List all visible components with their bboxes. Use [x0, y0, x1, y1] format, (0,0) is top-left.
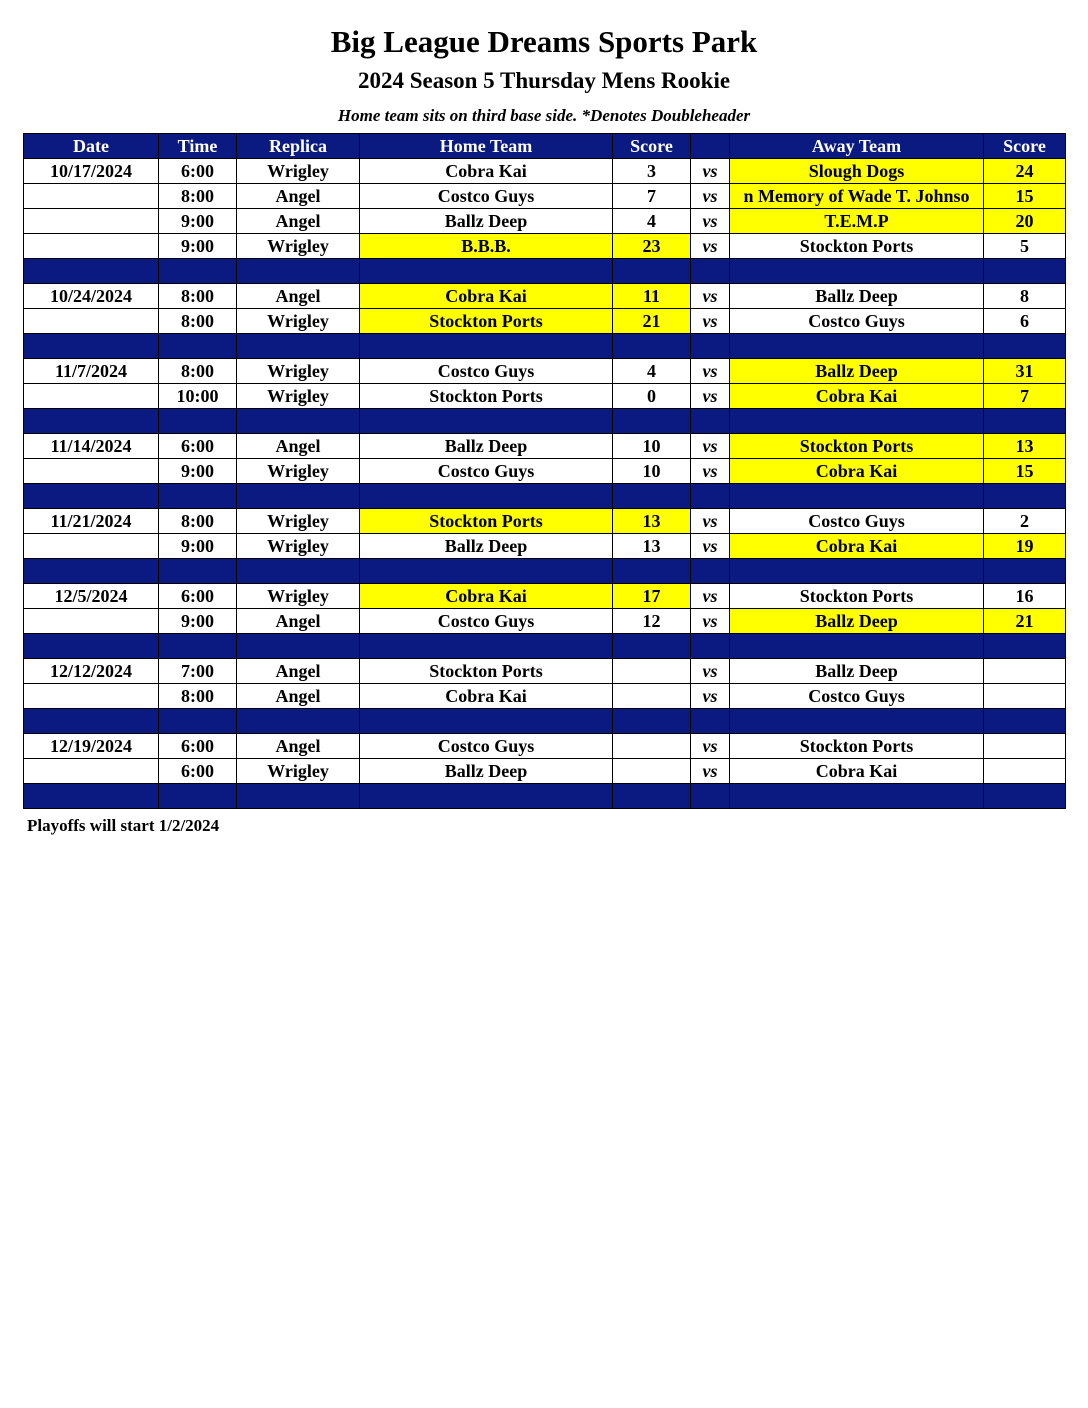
vs-cell: vs	[691, 384, 730, 409]
date-cell	[24, 184, 159, 209]
table-row	[24, 584, 1066, 609]
time-cell: 6:00	[159, 584, 237, 609]
date-cell: 11/14/2024	[24, 434, 159, 459]
home-team-cell: Cobra Kai	[360, 584, 613, 609]
away-score-cell: 31	[984, 359, 1066, 384]
home-score-cell	[613, 734, 691, 759]
away-score-cell: 7	[984, 384, 1066, 409]
time-cell: 6:00	[159, 159, 237, 184]
vs-cell: vs	[691, 609, 730, 634]
date-cell: 10/24/2024	[24, 284, 159, 309]
away-team-cell: Stockton Ports	[730, 584, 984, 609]
separator-cell	[24, 709, 159, 734]
home-score-cell: 23	[613, 234, 691, 259]
home-team-cell: Cobra Kai	[360, 684, 613, 709]
away-team-cell: Cobra Kai	[730, 384, 984, 409]
away-score-cell: 8	[984, 284, 1066, 309]
separator-cell	[613, 559, 691, 584]
separator-cell	[237, 484, 360, 509]
separator-cell	[360, 334, 613, 359]
away-team-cell: Costco Guys	[730, 509, 984, 534]
week-separator-row	[24, 709, 1066, 734]
separator-cell	[24, 784, 159, 809]
separator-cell	[730, 559, 984, 584]
home-score-cell: 3	[613, 159, 691, 184]
separator-cell	[613, 784, 691, 809]
separator-cell	[360, 709, 613, 734]
away-team-cell: Stockton Ports	[730, 434, 984, 459]
home-score-cell: 13	[613, 509, 691, 534]
away-team-cell: Stockton Ports	[730, 234, 984, 259]
column-header-vs	[691, 134, 730, 159]
away-team-cell: Cobra Kai	[730, 459, 984, 484]
separator-cell	[691, 409, 730, 434]
away-team-cell: Stockton Ports	[730, 734, 984, 759]
separator-cell	[360, 484, 613, 509]
schedule-body	[24, 159, 1066, 809]
column-header-home-team: Home Team	[360, 134, 613, 159]
separator-cell	[159, 634, 237, 659]
replica-cell: Wrigley	[237, 384, 360, 409]
replica-cell: Wrigley	[237, 509, 360, 534]
week-separator-row	[24, 334, 1066, 359]
home-team-cell: B.B.B.	[360, 234, 613, 259]
home-team-cell: Costco Guys	[360, 359, 613, 384]
separator-cell	[730, 409, 984, 434]
table-row	[24, 384, 1066, 409]
home-score-cell: 12	[613, 609, 691, 634]
away-score-cell	[984, 759, 1066, 784]
schedule-note: Home team sits on third base side. *Denotes Doubleheader	[337, 106, 751, 125]
date-cell: 12/5/2024	[24, 584, 159, 609]
separator-cell	[360, 784, 613, 809]
away-score-cell	[984, 659, 1066, 684]
away-team-cell: Ballz Deep	[730, 284, 984, 309]
home-score-cell: 11	[613, 284, 691, 309]
separator-cell	[237, 409, 360, 434]
time-cell: 10:00	[159, 384, 237, 409]
column-header-replica: Replica	[237, 134, 360, 159]
separator-cell	[730, 634, 984, 659]
week-separator-row	[24, 784, 1066, 809]
table-row	[24, 284, 1066, 309]
date-cell	[24, 534, 159, 559]
home-team-cell: Ballz Deep	[360, 434, 613, 459]
home-score-cell: 13	[613, 534, 691, 559]
separator-cell	[24, 634, 159, 659]
separator-cell	[360, 409, 613, 434]
time-cell: 8:00	[159, 684, 237, 709]
time-cell: 8:00	[159, 309, 237, 334]
date-cell: 11/7/2024	[24, 359, 159, 384]
home-score-cell: 17	[613, 584, 691, 609]
home-team-cell: Costco Guys	[360, 459, 613, 484]
away-team-cell: Cobra Kai	[730, 759, 984, 784]
separator-cell	[237, 784, 360, 809]
table-row	[24, 159, 1066, 184]
vs-cell: vs	[691, 734, 730, 759]
separator-cell	[237, 259, 360, 284]
schedule-table	[23, 133, 1066, 809]
away-team-cell: T.E.M.P	[730, 209, 984, 234]
home-team-cell: Stockton Ports	[360, 509, 613, 534]
table-row	[24, 684, 1066, 709]
separator-cell	[691, 334, 730, 359]
time-cell: 9:00	[159, 209, 237, 234]
table-row	[24, 359, 1066, 384]
home-team-cell: Cobra Kai	[360, 159, 613, 184]
separator-cell	[613, 409, 691, 434]
table-row	[24, 184, 1066, 209]
replica-cell: Wrigley	[237, 534, 360, 559]
date-cell: 12/19/2024	[24, 734, 159, 759]
separator-cell	[691, 259, 730, 284]
time-cell: 8:00	[159, 359, 237, 384]
separator-cell	[730, 709, 984, 734]
time-cell: 6:00	[159, 734, 237, 759]
column-header-home-score: Score	[613, 134, 691, 159]
header-row	[24, 134, 1066, 159]
home-team-cell: Costco Guys	[360, 609, 613, 634]
table-row	[24, 434, 1066, 459]
time-cell: 9:00	[159, 534, 237, 559]
vs-cell: vs	[691, 584, 730, 609]
date-cell: 10/17/2024	[24, 159, 159, 184]
separator-cell	[691, 634, 730, 659]
home-team-cell: Ballz Deep	[360, 534, 613, 559]
away-team-cell: Ballz Deep	[730, 359, 984, 384]
page-title: Big League Dreams Sports Park	[330, 24, 758, 59]
table-row	[24, 509, 1066, 534]
date-cell	[24, 209, 159, 234]
week-separator-row	[24, 559, 1066, 584]
vs-cell: vs	[691, 184, 730, 209]
separator-cell	[984, 634, 1066, 659]
separator-cell	[24, 259, 159, 284]
date-cell	[24, 384, 159, 409]
replica-cell: Angel	[237, 209, 360, 234]
separator-cell	[237, 709, 360, 734]
replica-cell: Wrigley	[237, 584, 360, 609]
home-score-cell: 10	[613, 434, 691, 459]
table-row	[24, 759, 1066, 784]
separator-cell	[613, 634, 691, 659]
week-separator-row	[24, 634, 1066, 659]
separator-cell	[691, 709, 730, 734]
column-header-time: Time	[159, 134, 237, 159]
date-cell: 12/12/2024	[24, 659, 159, 684]
away-score-cell: 6	[984, 309, 1066, 334]
away-team-cell: n Memory of Wade T. Johnso	[730, 184, 984, 209]
vs-cell: vs	[691, 359, 730, 384]
page-subtitle: 2024 Season 5 Thursday Mens Rookie	[357, 68, 731, 93]
away-score-cell: 16	[984, 584, 1066, 609]
time-cell: 8:00	[159, 184, 237, 209]
replica-cell: Angel	[237, 434, 360, 459]
away-score-cell: 21	[984, 609, 1066, 634]
home-score-cell: 4	[613, 359, 691, 384]
separator-cell	[237, 334, 360, 359]
away-score-cell: 24	[984, 159, 1066, 184]
date-cell	[24, 309, 159, 334]
table-row	[24, 534, 1066, 559]
separator-cell	[984, 709, 1066, 734]
vs-cell: vs	[691, 234, 730, 259]
vs-cell: vs	[691, 309, 730, 334]
vs-cell: vs	[691, 659, 730, 684]
date-cell: 11/21/2024	[24, 509, 159, 534]
separator-cell	[237, 634, 360, 659]
column-header-away-team: Away Team	[730, 134, 984, 159]
week-separator-row	[24, 409, 1066, 434]
home-score-cell: 4	[613, 209, 691, 234]
separator-cell	[613, 259, 691, 284]
vs-cell: vs	[691, 459, 730, 484]
home-team-cell: Stockton Ports	[360, 659, 613, 684]
replica-cell: Angel	[237, 684, 360, 709]
vs-cell: vs	[691, 684, 730, 709]
home-team-cell: Stockton Ports	[360, 309, 613, 334]
vs-cell: vs	[691, 284, 730, 309]
replica-cell: Angel	[237, 284, 360, 309]
replica-cell: Wrigley	[237, 309, 360, 334]
separator-cell	[159, 484, 237, 509]
home-score-cell: 0	[613, 384, 691, 409]
replica-cell: Wrigley	[237, 234, 360, 259]
away-score-cell: 2	[984, 509, 1066, 534]
away-score-cell: 13	[984, 434, 1066, 459]
home-score-cell	[613, 659, 691, 684]
separator-cell	[613, 484, 691, 509]
table-row	[24, 609, 1066, 634]
home-team-cell: Stockton Ports	[360, 384, 613, 409]
time-cell: 8:00	[159, 284, 237, 309]
away-score-cell	[984, 684, 1066, 709]
date-cell	[24, 609, 159, 634]
home-score-cell	[613, 684, 691, 709]
away-score-cell: 5	[984, 234, 1066, 259]
replica-cell: Wrigley	[237, 759, 360, 784]
date-cell	[24, 759, 159, 784]
home-score-cell: 21	[613, 309, 691, 334]
table-row	[24, 234, 1066, 259]
separator-cell	[613, 709, 691, 734]
separator-cell	[730, 784, 984, 809]
separator-cell	[360, 259, 613, 284]
playoffs-note: Playoffs will start 1/2/2024	[27, 816, 220, 835]
time-cell: 9:00	[159, 234, 237, 259]
replica-cell: Wrigley	[237, 359, 360, 384]
separator-cell	[159, 334, 237, 359]
week-separator-row	[24, 259, 1066, 284]
separator-cell	[360, 634, 613, 659]
away-team-cell: Cobra Kai	[730, 534, 984, 559]
away-score-cell: 19	[984, 534, 1066, 559]
separator-cell	[984, 334, 1066, 359]
table-row	[24, 659, 1066, 684]
away-team-cell: Costco Guys	[730, 684, 984, 709]
table-row	[24, 309, 1066, 334]
separator-cell	[159, 559, 237, 584]
separator-cell	[360, 559, 613, 584]
away-team-cell: Slough Dogs	[730, 159, 984, 184]
home-team-cell: Costco Guys	[360, 184, 613, 209]
time-cell: 7:00	[159, 659, 237, 684]
home-team-cell: Ballz Deep	[360, 209, 613, 234]
separator-cell	[159, 259, 237, 284]
separator-cell	[984, 559, 1066, 584]
time-cell: 9:00	[159, 609, 237, 634]
replica-cell: Angel	[237, 184, 360, 209]
home-team-cell: Cobra Kai	[360, 284, 613, 309]
column-header-away-score: Score	[984, 134, 1066, 159]
vs-cell: vs	[691, 159, 730, 184]
replica-cell: Wrigley	[237, 159, 360, 184]
separator-cell	[159, 784, 237, 809]
away-team-cell: Ballz Deep	[730, 609, 984, 634]
vs-cell: vs	[691, 434, 730, 459]
column-header-date: Date	[24, 134, 159, 159]
away-score-cell: 15	[984, 184, 1066, 209]
table-row	[24, 734, 1066, 759]
replica-cell: Angel	[237, 659, 360, 684]
time-cell: 9:00	[159, 459, 237, 484]
separator-cell	[691, 484, 730, 509]
time-cell: 6:00	[159, 434, 237, 459]
date-cell	[24, 234, 159, 259]
replica-cell: Angel	[237, 734, 360, 759]
separator-cell	[730, 484, 984, 509]
away-score-cell: 15	[984, 459, 1066, 484]
home-team-cell: Costco Guys	[360, 734, 613, 759]
separator-cell	[984, 484, 1066, 509]
separator-cell	[730, 259, 984, 284]
home-team-cell: Ballz Deep	[360, 759, 613, 784]
separator-cell	[159, 709, 237, 734]
week-separator-row	[24, 484, 1066, 509]
date-cell	[24, 459, 159, 484]
separator-cell	[613, 334, 691, 359]
separator-cell	[237, 559, 360, 584]
separator-cell	[24, 559, 159, 584]
vs-cell: vs	[691, 534, 730, 559]
separator-cell	[24, 409, 159, 434]
replica-cell: Wrigley	[237, 459, 360, 484]
vs-cell: vs	[691, 209, 730, 234]
separator-cell	[691, 559, 730, 584]
away-score-cell: 20	[984, 209, 1066, 234]
vs-cell: vs	[691, 509, 730, 534]
home-score-cell: 7	[613, 184, 691, 209]
away-team-cell: Ballz Deep	[730, 659, 984, 684]
home-score-cell: 10	[613, 459, 691, 484]
away-team-cell: Costco Guys	[730, 309, 984, 334]
time-cell: 8:00	[159, 509, 237, 534]
separator-cell	[984, 409, 1066, 434]
separator-cell	[730, 334, 984, 359]
vs-cell: vs	[691, 759, 730, 784]
separator-cell	[159, 409, 237, 434]
separator-cell	[24, 334, 159, 359]
table-row	[24, 209, 1066, 234]
away-score-cell	[984, 734, 1066, 759]
replica-cell: Angel	[237, 609, 360, 634]
date-cell	[24, 684, 159, 709]
separator-cell	[24, 484, 159, 509]
separator-cell	[984, 784, 1066, 809]
time-cell: 6:00	[159, 759, 237, 784]
separator-cell	[691, 784, 730, 809]
home-score-cell	[613, 759, 691, 784]
separator-cell	[984, 259, 1066, 284]
table-row	[24, 459, 1066, 484]
